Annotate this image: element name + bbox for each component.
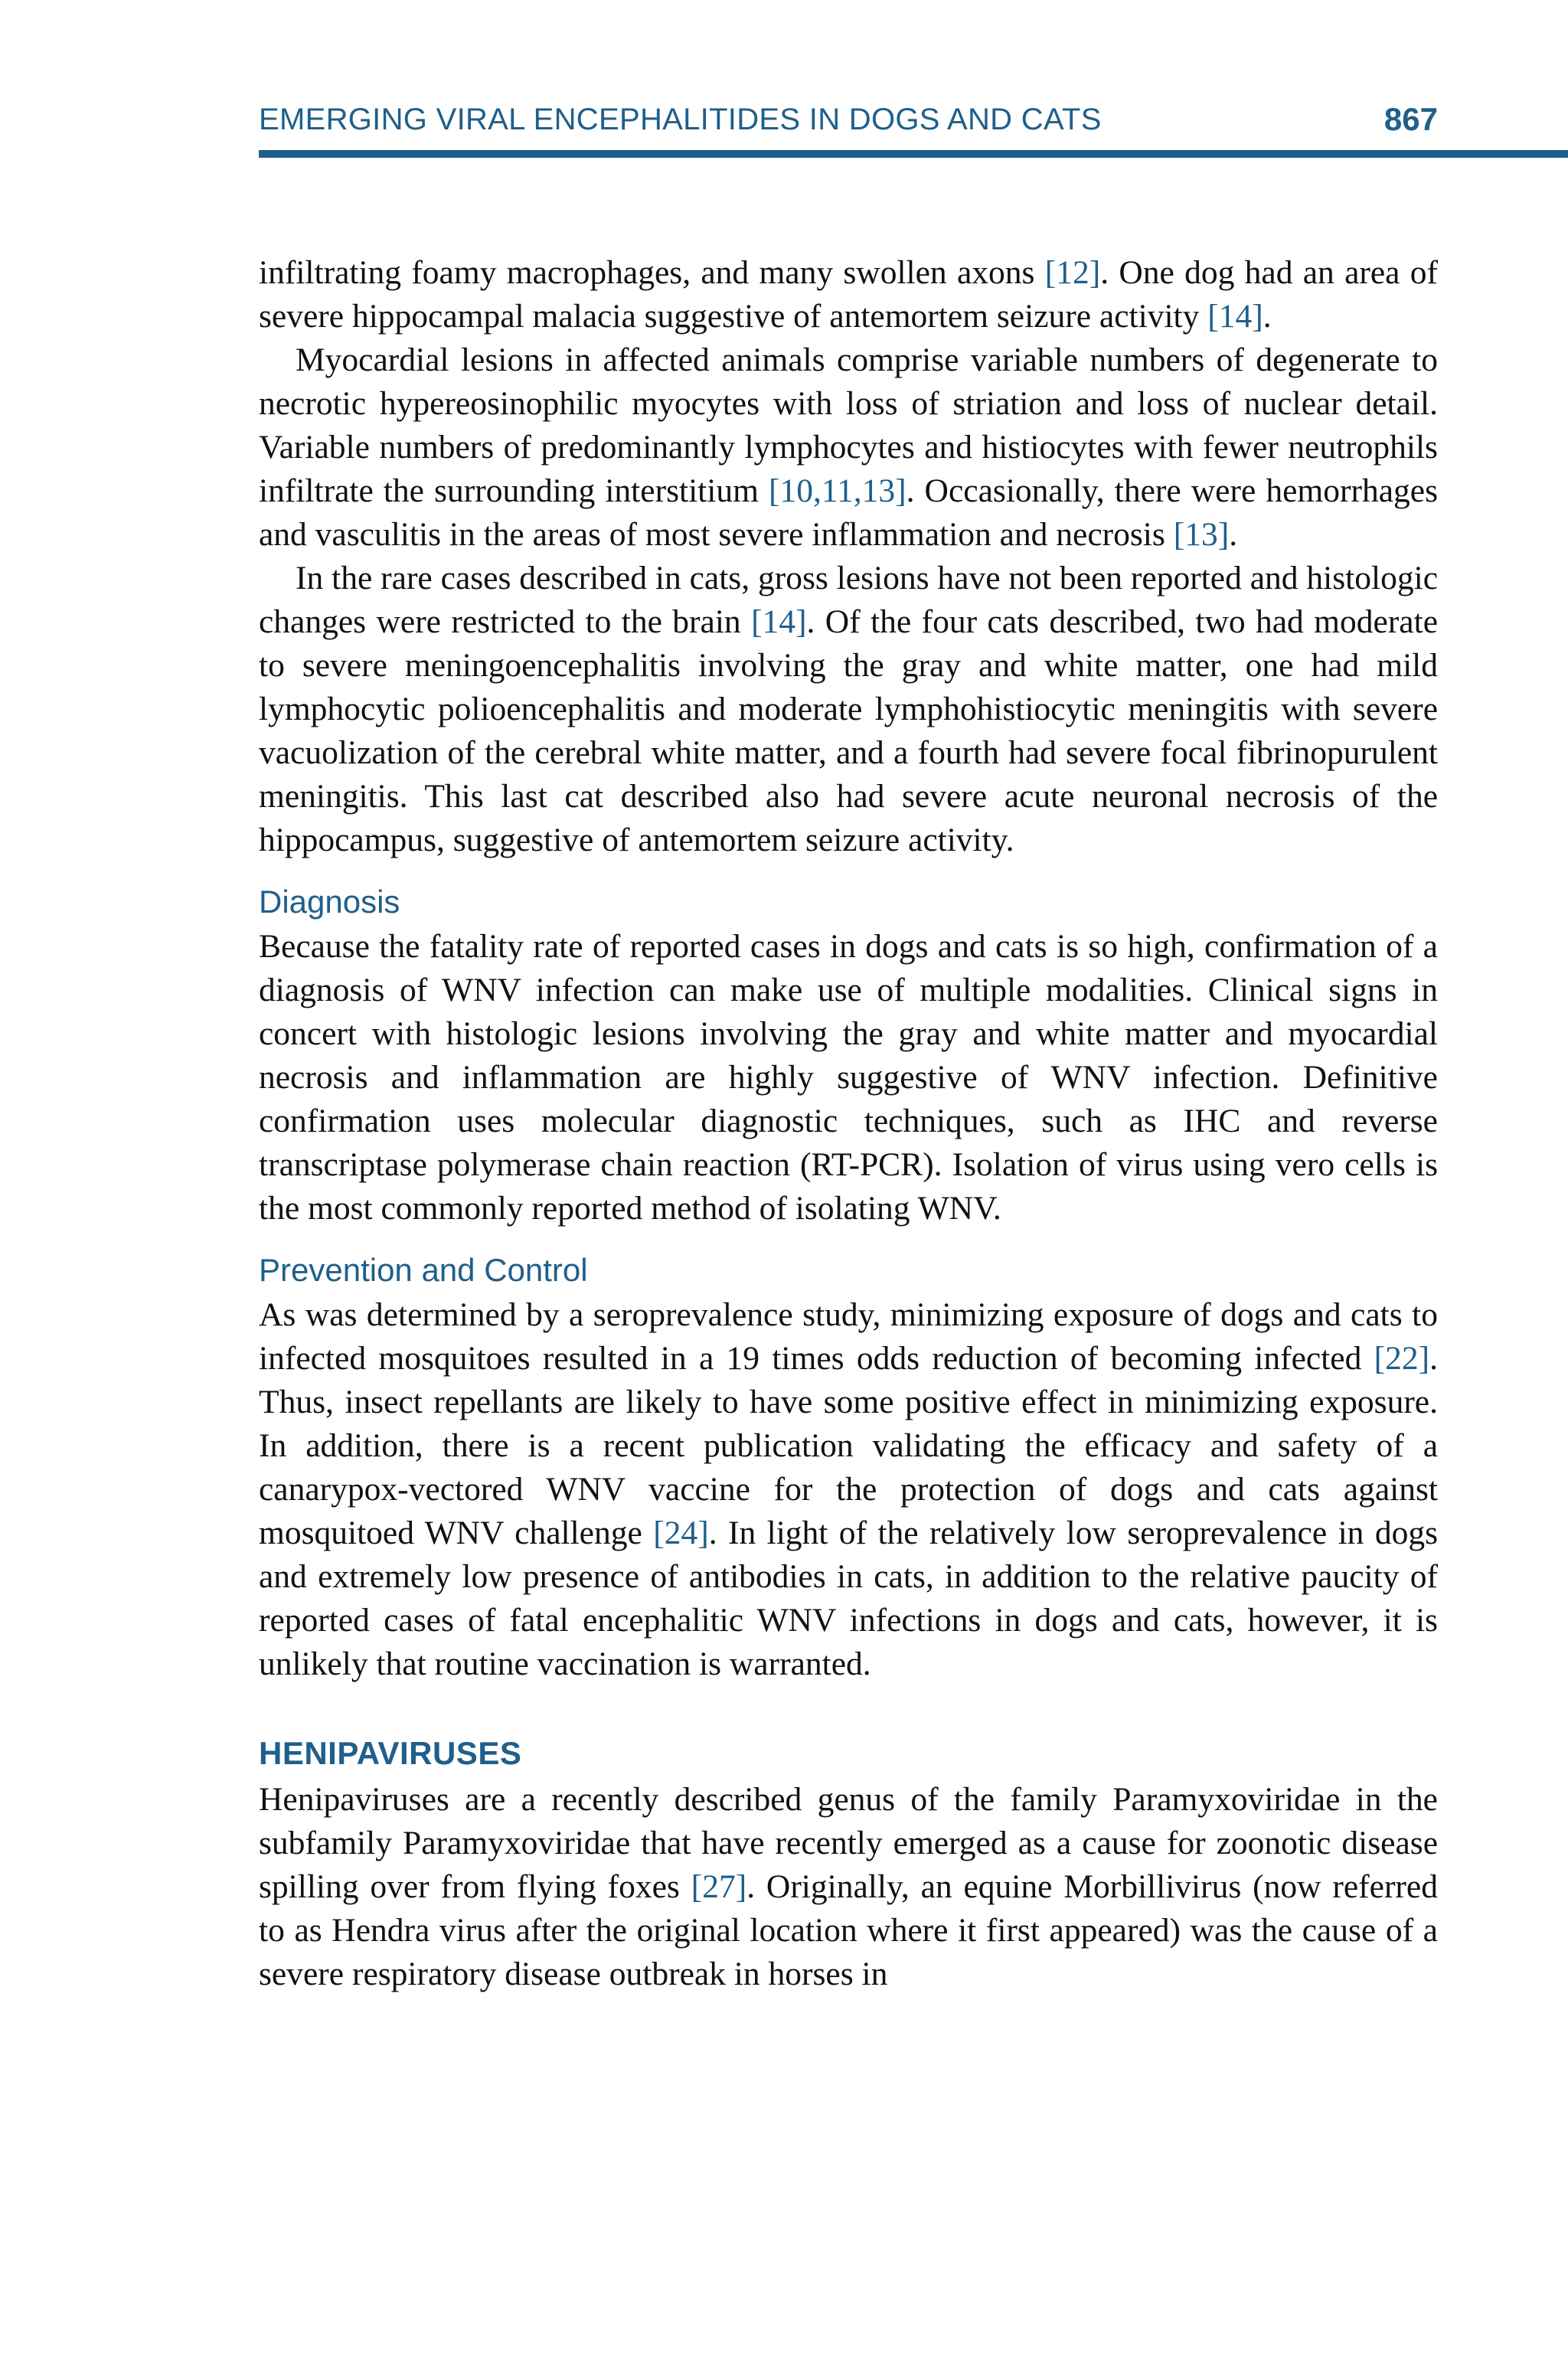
citation-link[interactable]: [12] <box>1044 254 1101 291</box>
header-rule <box>259 150 1568 158</box>
citation-link[interactable]: [24] <box>653 1515 709 1551</box>
paragraph-cat-cases: In the rare cases described in cats, gross lesions have not been reported and histologic changes were restricted to the brain [14]. Of the four cats described, two had moderate to severe meningoencephalitis involving the gray and white matter, one had mild lymphocytic polioencephalitis and moderate lymphohistiocytic meningitis with severe vacuolization of the cerebral white matter, and a fourth had severe focal fibrinopurulent meningitis. This last cat described also had severe acute neuronal necrosis of the hippocampus, suggestive of antemortem seizure activity. <box>259 560 1438 858</box>
citation-link[interactable]: [10,11,13] <box>769 472 906 509</box>
page-header <box>259 98 1438 141</box>
article-body <box>259 251 1438 1996</box>
citation-link[interactable]: [13] <box>1173 516 1230 553</box>
paragraph-prevention: As was determined by a seroprevalence study, minimizing exposure of dogs and cats to infected mosquitoes resulted in a 19 times odds reduction of becoming infected [22]. Thus, insect repellants are likely to have some positive effect in minimizing exposure. In addition, there is a recent publication validating the efficacy and safety of a canarypox-vectored WNV vaccine for the protection of dogs and cats against mosquitoed WNV challenge [24]. In light of the relatively low seroprevalence in dogs and extremely low presence of antibodies in cats, in addition to the relative paucity of reported cases of fatal encephalitic WNV infections in dogs and cats, however, it is unlikely that routine vaccination is warranted. <box>259 1296 1438 1682</box>
page-number: 867 <box>1383 101 1438 137</box>
citation-link[interactable]: [22] <box>1374 1340 1430 1377</box>
subheading-diagnosis: Diagnosis <box>259 884 400 920</box>
section-heading-henipaviruses: HENIPAVIRUSES <box>259 1735 522 1771</box>
citation-link[interactable]: [27] <box>691 1868 747 1905</box>
paragraph-diagnosis: Because the fatality rate of reported cases in dogs and cats is so high, confirmation of a diagnosis of WNV infection can make use of multiple modalities. Clinical signs in concert with histologic lesions involving the gray and white matter and myocardial necrosis and inflammation are highly suggestive of WNV infection. Definitive confirmation uses molecular diagnostic techniques, such as IHC and reverse transcriptase polymerase chain reaction (RT-PCR). Isolation of virus using vero cells is the most commonly reported method of isolating WNV. <box>259 928 1438 1227</box>
running-title: EMERGING VIRAL ENCEPHALITIDES IN DOGS AND CATS <box>259 103 1102 136</box>
paragraph-henipaviruses: Henipaviruses are a recently described genus of the family Paramyxoviridae in the subfamily Paramyxoviridae that have recently emerged as a cause for zoonotic disease spilling over from flying foxes [27]. Originally, an equine Morbillivirus (now referred to as Hendra virus after the original location where it first appeared) was the cause of a severe respiratory disease outbreak in horses in <box>259 1781 1438 1992</box>
subheading-prevention-and-control: Prevention and Control <box>259 1252 588 1288</box>
citation-link[interactable]: [14] <box>751 603 807 640</box>
paragraph-continued: infiltrating foamy macrophages, and many swollen axons [12]. One dog had an area of severe hippocampal malacia suggestive of antemortem seizure activity [14]. <box>259 254 1438 335</box>
paragraph-myocardial-lesions: Myocardial lesions in affected animals comprise variable numbers of degenerate to necrotic hypereosinophilic myocytes with loss of striation and loss of nuclear detail. Variable numbers of predominantly lymphocytes and histiocytes with fewer neutrophils infiltrate the surrounding interstitium [10,11,13]. Occasionally, there were hemorrhages and vasculitis in the areas of most severe inflammation and necrosis [13]. <box>259 342 1438 553</box>
citation-link[interactable]: [14] <box>1207 298 1263 335</box>
